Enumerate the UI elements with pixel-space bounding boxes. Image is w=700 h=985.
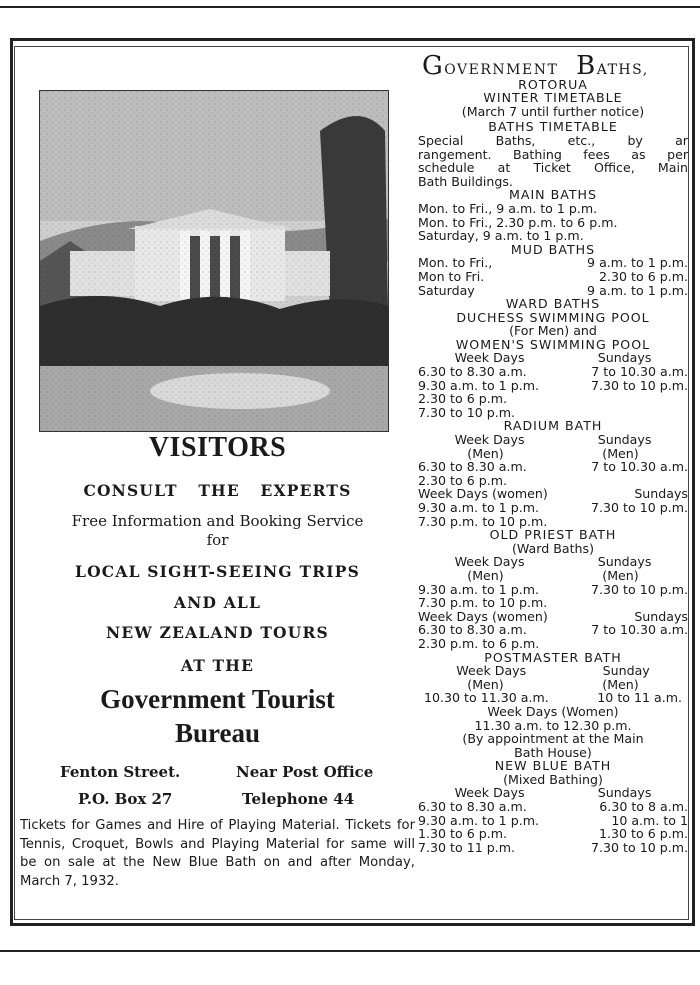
ward-baths-note: (Ward Baths) bbox=[512, 540, 594, 556]
and-all-line: AND ALL bbox=[173, 593, 262, 612]
bath-house-illustration bbox=[40, 91, 388, 431]
old-priest-row: 9.30 a.m. to 1 p.m. 7.30 to 10 p.m. bbox=[418, 581, 688, 597]
bureau-name-line1: Government Tourist bbox=[100, 684, 335, 714]
info-line: Free Information and Booking Service bbox=[71, 512, 364, 530]
postmaster-header-row: Week Days Sunday bbox=[456, 663, 650, 679]
for-men-note: (For Men) and bbox=[509, 323, 597, 339]
visitors-heading: VISITORS bbox=[148, 432, 287, 463]
address-near: Near Post Office bbox=[236, 763, 374, 781]
baths-timetable-heading: BATHS TIMETABLE bbox=[488, 119, 618, 135]
local-trips-line: LOCAL SIGHT-SEEING TRIPS bbox=[75, 562, 360, 581]
po-box: P.O. Box 27 bbox=[78, 790, 173, 808]
pool-row: 9.30 a.m. to 1 p.m. 7.30 to 10 p.m. bbox=[418, 377, 688, 393]
info-for-line: for bbox=[206, 531, 229, 549]
mud-baths-heading: MUD BATHS bbox=[510, 241, 596, 257]
radium-men-row: (Men) (Men) bbox=[467, 445, 639, 461]
bath-house-photo bbox=[39, 90, 389, 432]
radium-row: 7.30 p.m. to 10 p.m. bbox=[418, 513, 548, 529]
tourist-bureau-advert bbox=[20, 60, 415, 920]
nz-tours-line: NEW ZEALAND TOURS bbox=[106, 623, 329, 642]
postmaster-appointment: Bath House) bbox=[514, 744, 592, 760]
telephone: Telephone 44 bbox=[242, 790, 355, 808]
radium-row: 9.30 a.m. to 1 p.m. 7.30 to 10 p.m. bbox=[418, 500, 688, 515]
old-priest-row: 2.30 p.m. to 6 p.m. bbox=[418, 635, 540, 651]
tickets-notice: Tickets for Games and Hire of Playing Material. Tickets for Tennis, Croquet, Bowls and Playing Material for same will be on sale at the New Blue Bath on and after Monday, March 7, 1932. bbox=[20, 818, 415, 889]
at-the-line: AT THE bbox=[180, 656, 255, 675]
old-priest-header-row: Week Days Sundays bbox=[454, 554, 652, 570]
new-blue-row: 1.30 to 6 p.m. 1.30 to 6 p.m. bbox=[418, 826, 688, 842]
address-street: Fenton Street. bbox=[60, 763, 181, 781]
pool-header-row: Week Days Sundays bbox=[454, 350, 652, 366]
main-baths-row: Mon. to Fri., 2.30 p.m. to 6 p.m. bbox=[418, 214, 618, 230]
old-priest-women-header: Week Days (women) Sundays bbox=[418, 608, 688, 624]
new-blue-row: 7.30 to 11 p.m. 7.30 to 10 p.m. bbox=[418, 839, 688, 855]
main-baths-row: Mon. to Fri., 9 a.m. to 1 p.m. bbox=[418, 200, 598, 216]
special-line: schedule at Ticket Office, Main bbox=[418, 160, 688, 176]
main-baths-heading: MAIN BATHS bbox=[508, 187, 598, 203]
radium-row: 6.30 to 8.30 a.m. 7 to 10.30 a.m. bbox=[418, 459, 688, 475]
old-priest-row: 6.30 to 8.30 a.m. 7 to 10.30 a.m. bbox=[418, 622, 688, 638]
radium-bath-heading: RADIUM BATH bbox=[503, 418, 603, 434]
pool-row: 2.30 to 6 p.m. bbox=[418, 391, 507, 407]
special-line: Bath Buildings. bbox=[418, 173, 513, 189]
duchess-pool-heading: DUCHESS SWIMMING POOL bbox=[456, 309, 650, 325]
postmaster-women-header: Week Days (Women) bbox=[487, 703, 619, 719]
baths-timetable bbox=[418, 51, 688, 855]
womens-pool-heading: WOMEN'S SWIMMING POOL bbox=[455, 336, 651, 352]
new-blue-row: 9.30 a.m. to 1 p.m. 10 a.m. to 1 bbox=[418, 812, 688, 828]
postmaster-heading: POSTMASTER BATH bbox=[484, 649, 622, 665]
bureau-name-line2: Bureau bbox=[174, 718, 261, 748]
old-priest-heading: OLD PRIEST BATH bbox=[489, 527, 617, 543]
radium-women-header: Week Days (women) Sundays bbox=[418, 486, 688, 502]
postmaster-row: 11.30 a.m. to 12.30 p.m. bbox=[474, 717, 632, 733]
new-blue-row: 6.30 to 8.30 a.m. 6.30 to 8 a.m. bbox=[418, 799, 688, 815]
radium-row: 2.30 to 6 p.m. bbox=[418, 472, 507, 488]
rotorua-heading: ROTORUA bbox=[518, 76, 588, 92]
special-line: Special Baths, etc., by ar bbox=[418, 132, 688, 148]
main-baths-row: Saturday, 9 a.m. to 1 p.m. bbox=[418, 228, 584, 244]
winter-heading: WINTER TIMETABLE bbox=[483, 90, 623, 106]
new-blue-heading: NEW BLUE BATH bbox=[494, 758, 612, 774]
old-priest-row: 7.30 p.m. to 10 p.m. bbox=[418, 595, 548, 611]
consult-line: CONSULT THE EXPERTS bbox=[83, 481, 352, 500]
radium-header-row: Week Days Sundays bbox=[454, 432, 652, 448]
mud-baths-row: Saturday 9 a.m. to 1 p.m. bbox=[418, 282, 688, 298]
mixed-bathing-note: (Mixed Bathing) bbox=[503, 771, 603, 787]
pool-row: 7.30 to 10 p.m. bbox=[418, 404, 515, 420]
old-priest-men-row: (Men) (Men) bbox=[467, 567, 639, 583]
timetable-title: GOVERNMENT BATHS, bbox=[422, 51, 649, 81]
postmaster-men-row: (Men) (Men) bbox=[467, 676, 639, 692]
ward-baths-heading: WARD BATHS bbox=[505, 296, 601, 312]
mud-baths-row: Mon. to Fri., 9 a.m. to 1 p.m. bbox=[418, 255, 688, 271]
top-rule bbox=[0, 6, 700, 8]
until-note: (March 7 until further notice) bbox=[461, 103, 645, 119]
special-line: rangement. Bathing fees as per bbox=[418, 146, 688, 162]
postmaster-row: 10.30 to 11.30 a.m. 10 to 11 a.m. bbox=[424, 690, 682, 706]
bottom-rule bbox=[0, 950, 700, 952]
pool-row: 6.30 to 8.30 a.m. 7 to 10.30 a.m. bbox=[418, 364, 688, 380]
mud-baths-row: Mon to Fri. 2.30 to 6 p.m. bbox=[418, 268, 688, 284]
postmaster-appointment: (By appointment at the Main bbox=[462, 731, 644, 747]
new-blue-header-row: Week Days Sundays bbox=[454, 785, 652, 801]
